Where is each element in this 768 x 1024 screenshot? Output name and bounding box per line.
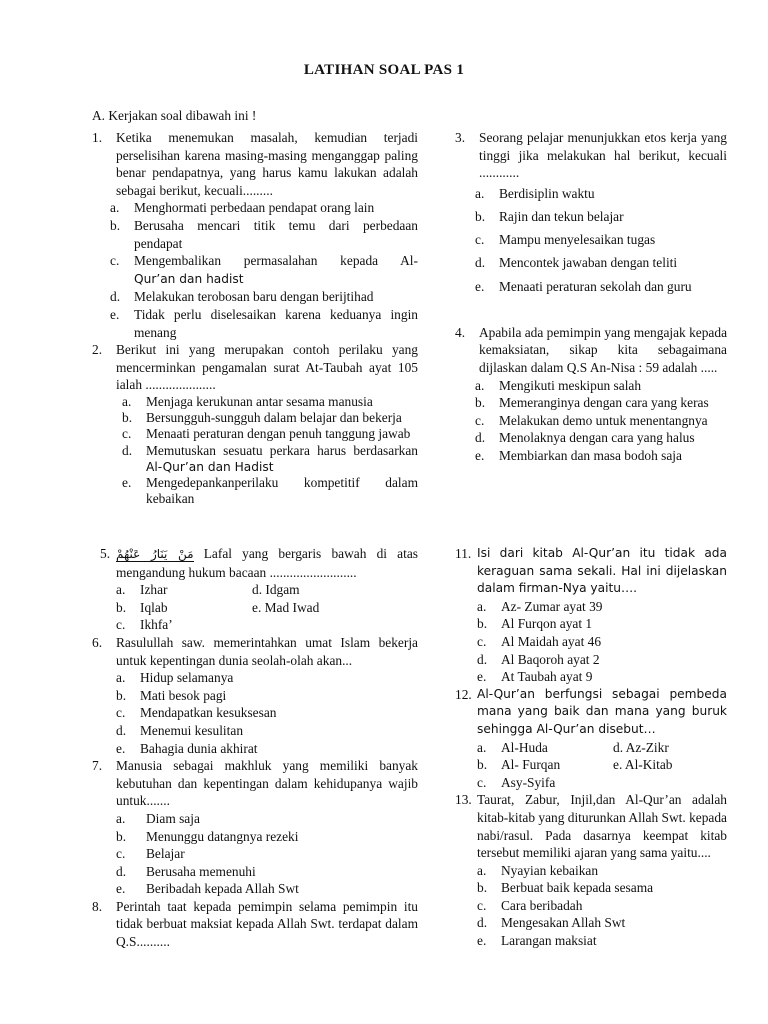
option-7c[interactable]: c. Belajar bbox=[116, 846, 185, 862]
option-5a[interactable]: a. Izhar bbox=[116, 582, 168, 598]
question-6: 6. Rasulullah saw. memerintahkan umat Islam bekerja untuk kepentingan dunia seolah-olah akan... bbox=[92, 634, 418, 668]
option-4a[interactable]: a. Mengikuti meskipun salah bbox=[475, 377, 642, 393]
option-11d[interactable]: d. Al Baqoroh ayat 2 bbox=[477, 651, 600, 667]
option-12d[interactable]: d. Az-Zikr bbox=[613, 739, 669, 755]
option-12e[interactable]: e. Al-Kitab bbox=[613, 757, 673, 773]
option-7e[interactable]: e. Beribadah kepada Allah Swt bbox=[116, 881, 299, 897]
question-2: 2. Berikut ini yang merupakan contoh perilaku yang mencerminkan pengamalan surat At-Taubah ayat 105 ialah ..................... bbox=[92, 342, 418, 393]
option-3b[interactable]: b. Rajin dan tekun belajar bbox=[475, 208, 624, 224]
question-4: 4. Apabila ada pemimpin yang mengajak kepada kemaksiatan, sikap kita sebagaimana dijlaskan dalam Q.S An-Nisa : 59 adalah ..... bbox=[455, 324, 728, 375]
option-5d[interactable]: d. Idgam bbox=[252, 582, 300, 598]
question-12: 12. Al-Qur’an berfungsi sebagai pembeda mana yang baik dan mana yang buruk sehingga Al-Qur’an disebut… bbox=[455, 686, 727, 736]
option-11a[interactable]: a. Az- Zumar ayat 39 bbox=[477, 598, 603, 614]
option-4b[interactable]: b. Memeranginya dengan cara yang keras bbox=[475, 395, 709, 411]
option-12b[interactable]: b. Al- Furqan bbox=[477, 757, 561, 773]
option-3d[interactable]: d. Mencontek jawaban dengan teliti bbox=[475, 255, 678, 271]
question-11: 11. Isi dari kitab Al-Qur’an itu tidak ada keraguan sama sekali. Hal ini dijelaskan dalam firman-Nya yaitu…. bbox=[455, 546, 727, 596]
option-7d[interactable]: d. Berusaha memenuhi bbox=[116, 863, 256, 879]
option-3a[interactable]: a. Berdisiplin waktu bbox=[475, 185, 595, 201]
option-1a[interactable]: a. Menghormati perbedaan pendapat orang lain bbox=[110, 200, 375, 216]
option-7a[interactable]: a. Diam saja bbox=[116, 810, 200, 826]
question-5: 5. مَنْ يَنَارُ عَنْهُمْ Lafal yang bergaris bawah di atas mengandung hukum bacaan .......................... bbox=[100, 546, 418, 580]
arabic-lafal: مَنْ يَنَارُ عَنْهُمْ bbox=[116, 547, 194, 561]
option-13e[interactable]: e. Larangan maksiat bbox=[477, 933, 597, 949]
right-column-lower bbox=[455, 545, 727, 950]
option-6c[interactable]: c. Mendapatkan kesuksesan bbox=[116, 705, 277, 721]
option-4e[interactable]: e. Membiarkan dan masa bodoh saja bbox=[475, 447, 682, 463]
option-11e[interactable]: e. At Taubah ayat 9 bbox=[477, 669, 593, 685]
option-1e[interactable]: e. Tidak perlu diselesaikan karena keduanya ingin menang bbox=[110, 306, 418, 340]
option-13b[interactable]: b. Berbuat baik kepada sesama bbox=[477, 880, 654, 896]
option-13a[interactable]: a. Nyayian kebaikan bbox=[477, 862, 599, 878]
option-13d[interactable]: d. Mengesakan Allah Swt bbox=[477, 915, 626, 931]
option-7b[interactable]: b. Menunggu datangnya rezeki bbox=[116, 828, 299, 844]
option-2c[interactable]: c. Menaati peraturan dengan penuh tanggung jawab bbox=[122, 426, 411, 442]
option-6d[interactable]: d. Menemui kesulitan bbox=[116, 722, 244, 738]
page-title: LATIHAN SOAL PAS 1 bbox=[303, 62, 465, 78]
option-3c[interactable]: c. Mampu menyelesaikan tugas bbox=[475, 232, 656, 248]
option-3e[interactable]: e. Menaati peraturan sekolah dan guru bbox=[475, 278, 692, 294]
question-1: 1. Ketika menemukan masalah, kemudian terjadi perselisihan karena masing-masing menganggap paling benar pendapatnya, yang harus kamu lakukan adalah sebagai berikut, kecuali......... bbox=[92, 130, 418, 198]
option-11c[interactable]: c. Al Maidah ayat 46 bbox=[477, 633, 602, 649]
left-column-lower bbox=[92, 545, 418, 951]
instruction: A. Kerjakan soal dibawah ini ! bbox=[92, 108, 257, 123]
left-column bbox=[92, 129, 418, 507]
option-2b[interactable]: b. Bersungguh-sungguh dalam belajar dan bekerja bbox=[122, 410, 402, 426]
option-4c[interactable]: c. Melakukan demo untuk menentangnya bbox=[475, 412, 708, 428]
question-3: 3. Seorang pelajar menunjukkan etos kerja yang tinggi jika melakukan hal berikut, kecuali ............ bbox=[455, 130, 727, 181]
option-4d[interactable]: d. Menolaknya dengan cara yang halus bbox=[475, 430, 695, 446]
option-12a[interactable]: a. Al-Huda bbox=[477, 739, 548, 755]
option-12c[interactable]: c. Asy-Syifa bbox=[477, 774, 556, 790]
option-5b[interactable]: b. Iqlab bbox=[116, 599, 168, 615]
option-11b[interactable]: b. Al Furqon ayat 1 bbox=[477, 616, 593, 632]
question-13: 13. Taurat, Zabur, Injil,dan Al-Qur’an adalah kitab-kitab yang diturunkan Allah Swt. kepada nabi/rasul. Pada dasarnya keempat kitab tersebut memiliki ajaran yang sama yaitu.... bbox=[455, 792, 727, 861]
option-2d[interactable]: d. Memutuskan sesuatu perkara harus berdasarkan Al-Qur’an dan Hadist bbox=[122, 442, 418, 474]
option-1b[interactable]: b. Berusaha mencari titik temu dari perbedaan pendapat bbox=[110, 217, 418, 251]
option-2a[interactable]: a. Menjaga kerukunan antar sesama manusia bbox=[122, 393, 373, 409]
option-13c[interactable]: c. Cara beribadah bbox=[477, 897, 583, 913]
option-5e[interactable]: e. Mad Iwad bbox=[252, 599, 320, 615]
option-6e[interactable]: e. Bahagia dunia akhirat bbox=[116, 740, 258, 756]
option-6b[interactable]: b. Mati besok pagi bbox=[116, 687, 227, 703]
question-8: 8. Perintah taat kepada pemimpin selama pemimpin itu tidak berbuat maksiat kepada Allah Swt. terdapat dalam Q.S.......... bbox=[92, 898, 418, 950]
option-1d[interactable]: d. Melakukan terobosan baru dengan berijtihad bbox=[110, 289, 374, 305]
option-6a[interactable]: a. Hidup selamanya bbox=[116, 670, 234, 686]
option-2e[interactable]: e. Mengedepankanperilaku kompetitif dalam kebaikan bbox=[122, 474, 418, 507]
question-7: 7. Manusia sebagai makhluk yang memiliki banyak kebutuhan dan kepentingan dalam kehidupanya wajib untuk....... bbox=[92, 758, 418, 809]
option-5c[interactable]: c. Ikhfa’ bbox=[116, 617, 173, 633]
right-column bbox=[455, 129, 727, 465]
option-1c[interactable]: c. Mengembalikan permasalahan kepada Al- Qur’an dan hadist bbox=[110, 253, 418, 286]
